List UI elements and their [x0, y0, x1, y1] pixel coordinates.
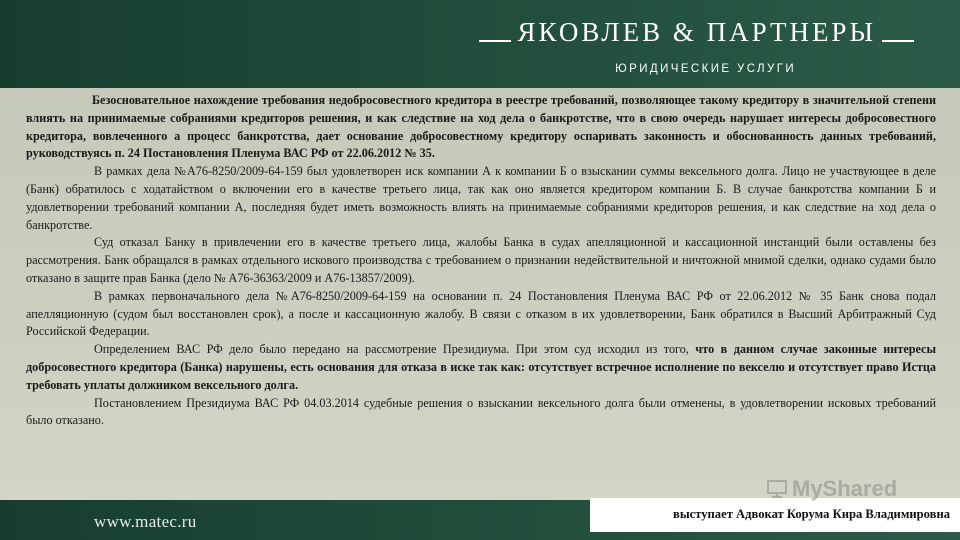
watermark-text: MyShared: [792, 476, 898, 501]
presentation-icon: [766, 480, 788, 498]
paragraph-ruling: [26, 341, 936, 394]
logo-dash-left: [479, 40, 511, 42]
website-link[interactable]: www.matec.ru: [94, 512, 197, 531]
paragraph-court-refusal: Суд отказал Банку в привлечении его в качестве третьего лица, жалобы Банка в судах апелляционной и кассационной инстанций были оставлены без рассмотрения. Банк обращался в рамках отдельного искового производства с требованием о признании недействительной и ничтожной мнимой сделки, однако судами было отказано в защите прав Банка (дело № А76-36363/2009 и А76-13857/2009).: [26, 235, 936, 285]
paragraph-result: Постановлением Президиума ВАС РФ 04.03.2014 судебные решения о взыскании вексельного долга были отменены, в удовлетворении исковых требований было отказано.: [26, 395, 936, 428]
paragraph-appeal: В рамках первоначального дела №А76-8250/2009-64-159 на основании п. 24 Постановления Пленума ВАС РФ от 22.06.2012 № 35 Банк снова подал апелляционную (судом был восстановлен срок), а после и кассационную жалобу. В связи с отказом в их удовлетворении, Банк обратился в Высший Арбитражный Суд Российской Федерации.: [26, 288, 936, 339]
logo-dash-right: [882, 40, 914, 42]
firm-subtitle: ЮРИДИЧЕСКИЕ УСЛУГИ: [615, 63, 796, 75]
ruling-bold-text: что в данном случае законные интересы добросовестного кредитора (Банка) нарушены, есть основания для отказа в иске так как: отсутствует встречное исполнение по векселю и отсутствует право Истца требовать уплаты должником вексельного долга.: [26, 342, 936, 392]
watermark: [766, 476, 897, 502]
lead-bold-text: Безосновательное нахождение требования недобросовестного кредитора в реестре требований, позволяющее такому кредитору в значительной степени влиять на принимаемые собраниями кредиторов решения, и как следствие на ход дела о банкротстве, что в свою очередь нарушает интересы добросовестного кредитора, вовлеченного а процесс банкротства, дает основание добросовестному кредитору оспаривать законность и обоснованность данных требований, руководствуясь п. 24 Постановления Пленума ВАС РФ от 22.06.2012 № 35.: [26, 93, 936, 161]
ruling-text: Определением ВАС РФ дело было передано на рассмотрение Президиума. При этом суд исходил из того,: [94, 342, 696, 357]
paragraph-lead: [26, 92, 936, 163]
paragraph-case: В рамках дела №А76-8250/2009-64-159 был удовлетворен иск компании А к компании Б о взыскании суммы вексельного долга. Лицо не участвующее в деле (Банк) обратилось с ходатайством о включении его в качестве третьего лица, так как оно является кредитором компании Б. В случае банкротства компании Б и удовлетворении требований компании А, последняя будет иметь возможность влиять на принимаемые собраниями кредиторов решения, и как следствие на ход дела о банкротстве.: [26, 164, 936, 232]
slide-text: [26, 92, 936, 430]
speaker-caption: выступает Адвокат Корума Кира Владимировна: [673, 507, 950, 521]
firm-name: ЯКОВЛЕВ & ПАРТНЕРЫ: [517, 16, 876, 47]
firm-logo: [479, 12, 914, 52]
